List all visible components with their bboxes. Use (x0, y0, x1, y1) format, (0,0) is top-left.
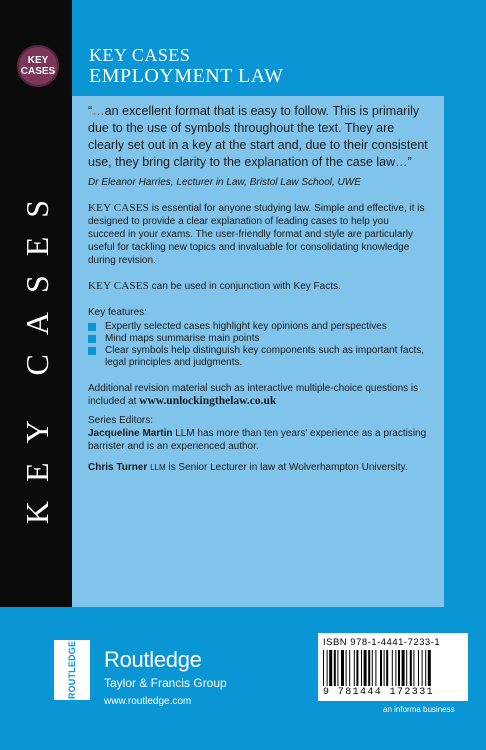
publisher-name: Routledge (104, 647, 202, 672)
feature-text: Clear symbols help distinguish key components such as important facts, legal principles and judgments. (105, 345, 425, 368)
additional-material (88, 382, 428, 408)
website-link[interactable]: www.unlockingthelaw.co.uk (139, 395, 277, 407)
brand-name: KEY CASES (88, 202, 149, 214)
quote-attribution: Dr Eleanor Harries, Lecturer in Law, Bristol Law School, UWE (88, 177, 361, 188)
list-item (88, 345, 428, 369)
description-paragraph-1 (88, 202, 428, 267)
feature-text: Expertly selected cases highlight key opinions and perspectives (105, 321, 387, 332)
bullet-square-icon (88, 335, 96, 343)
additional-text: Additional revision material such as interactive multiple-choice questions is included at (88, 383, 419, 407)
feature-text: Mind maps summarise main points (105, 333, 260, 344)
brand-name: KEY CASES (88, 280, 149, 292)
book-title: EMPLOYMENT LAW (89, 65, 284, 87)
spine-vertical-title (14, 112, 62, 592)
editor-1-name: Jacqueline Martin (88, 428, 173, 439)
review-quote: “…an excellent format that is easy to follow. This is primarily due to the use of symbols throughout the text. They are clearly set out in a key at the start and, due to their consistent use, they bring clarity to the explanation of the case law…” (88, 104, 428, 169)
series-title: KEY CASES (89, 45, 191, 65)
publisher-url[interactable]: www.routledge.com (104, 696, 192, 707)
barcode-icon (323, 650, 463, 686)
features-list (88, 321, 428, 369)
back-cover-text (88, 103, 428, 474)
editor-2-name: Chris Turner (88, 462, 148, 473)
spine-title-text: KEY CASES (19, 180, 56, 524)
badge-line2: CASES (20, 66, 56, 77)
description-text-1: is essential for anyone studying law. Simple and effective, it is designed to provide a clear explanation of leading cases to help you succeed in your exams. The user-friendly format and style are particularly useful for tackling new topics and invaluable for consolidating knowledge during revision. (88, 203, 425, 266)
editor-2 (88, 461, 428, 474)
informa-tagline: an informa business (383, 705, 455, 714)
key-cases-badge (17, 45, 59, 87)
editor-1 (88, 427, 428, 453)
description-text-2: can be used in conjunction with Key Facts. (148, 281, 341, 292)
publisher-group: Taylor & Francis Group (104, 676, 227, 690)
list-item (88, 333, 428, 345)
series-editors-heading: Series Editors: (88, 415, 154, 426)
routledge-logo (54, 640, 90, 700)
right-strip (444, 96, 486, 607)
bullet-square-icon (88, 323, 96, 331)
isbn-label: ISBN 978-1-4441-7233-1 (323, 637, 441, 648)
description-paragraph-2 (88, 280, 428, 293)
bullet-square-icon (88, 347, 96, 355)
barcode-digits: 9 781444 172331 (323, 687, 435, 698)
editor-2-degree: LLM (150, 463, 166, 472)
editor-1-bio: LLM has more than ten years' experience as a practising barrister and is an experienced author. (88, 428, 427, 452)
badge-line1: KEY (27, 55, 49, 66)
features-heading: Key features: (88, 307, 147, 318)
routledge-logo-text: ROUTLEDGE (67, 640, 77, 700)
editor-2-bio: is Senior Lecturer in law at Wolverhampton University. (165, 462, 408, 473)
list-item (88, 321, 428, 333)
